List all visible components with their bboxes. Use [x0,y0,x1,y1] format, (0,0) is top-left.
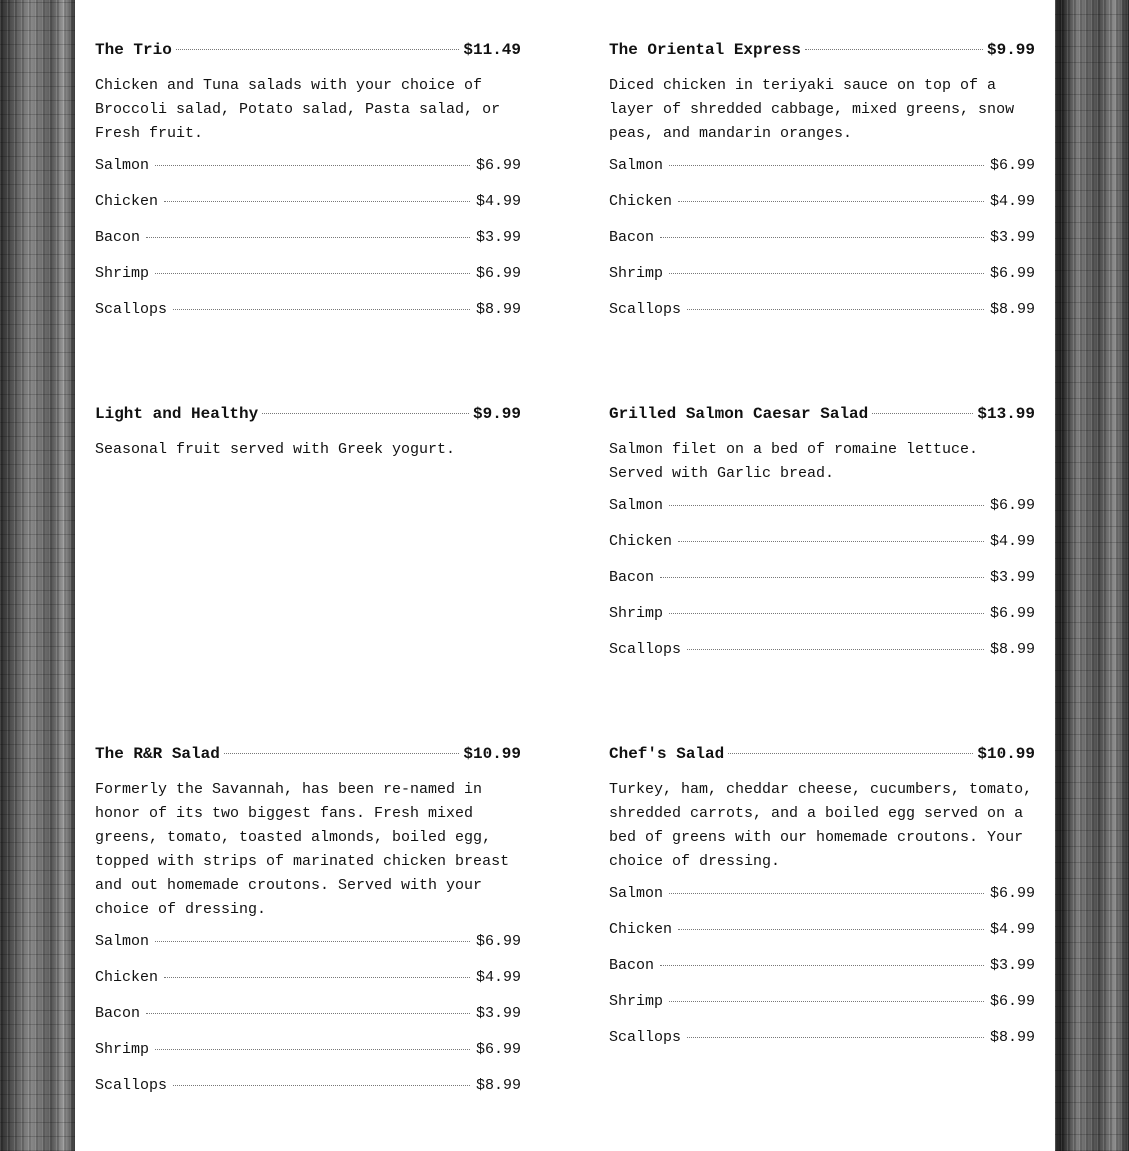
menu-item-header [95,404,521,424]
dot-leader [146,1013,470,1014]
menu-item-description: Salmon filet on a bed of romaine lettuce. Served with Garlic bread. [609,441,979,482]
addon-price: $6.99 [475,933,521,950]
dot-leader [687,1037,984,1038]
dot-leader [155,273,470,274]
addon-price: $6.99 [475,157,521,174]
addon-name: Bacon [609,229,655,246]
menu-item-price: $9.99 [472,405,521,423]
addon-list [609,496,1035,676]
addon-row [609,228,1035,264]
dot-leader [155,165,470,166]
menu-item-price: $10.99 [463,745,521,763]
addon-price: $8.99 [989,1029,1035,1046]
menu-item-description: Diced chicken in teriyaki sauce on top of a layer of shredded cabbage, mixed greens, snow peas, and mandarin oranges. [609,77,1015,142]
menu-item-header [95,744,521,764]
addon-row [95,1004,521,1040]
addon-row [95,300,521,336]
addon-name: Bacon [609,569,655,586]
addon-price: $4.99 [989,193,1035,210]
menu-item-grilled-salmon-caesar [609,404,1035,676]
menu-item-chefs-salad [609,744,1035,1064]
dot-leader [872,413,973,414]
menu-item-header [95,40,521,60]
addon-price: $6.99 [475,1041,521,1058]
dot-leader [173,1085,470,1086]
wood-background-left [0,0,75,1151]
addon-price: $3.99 [989,229,1035,246]
addon-price: $4.99 [475,193,521,210]
dot-leader [669,613,984,614]
addon-name: Salmon [609,885,664,902]
dot-leader [164,201,470,202]
menu-item-price: $11.49 [463,41,521,59]
addon-name: Chicken [95,193,159,210]
addon-row [609,884,1035,920]
addon-row [95,932,521,968]
dot-leader [176,49,460,50]
addon-price: $6.99 [475,265,521,282]
addon-price: $6.99 [989,605,1035,622]
addon-price: $3.99 [475,229,521,246]
wood-background-right [1055,0,1129,1151]
addon-row [609,992,1035,1028]
addon-price: $4.99 [989,533,1035,550]
menu-item-price: $10.99 [977,745,1035,763]
menu-item-name: Chef's Salad [609,745,725,763]
menu-item-description: Seasonal fruit served with Greek yogurt. [95,441,456,458]
menu-item-oriental-express [609,40,1035,336]
dot-leader [173,309,470,310]
dot-leader [164,977,470,978]
addon-row [609,604,1035,640]
menu-item-name: The Trio [95,41,172,59]
dot-leader [660,577,984,578]
addon-row [95,1076,521,1112]
menu-item-light-and-healthy [95,404,521,462]
menu-item-the-trio [95,40,521,336]
addon-price: $6.99 [989,885,1035,902]
dot-leader [687,649,984,650]
addon-name: Bacon [609,957,655,974]
addon-list [95,156,521,336]
dot-leader [687,309,984,310]
addon-price: $8.99 [475,301,521,318]
addon-price: $6.99 [989,265,1035,282]
menu-item-description: Turkey, ham, cheddar cheese, cucumbers, tomato, shredded carrots, and a boiled egg served on a bed of greens with our homemade croutons. Your choice of dressing. [609,781,1033,870]
dot-leader [805,49,983,50]
menu-item-name: The R&R Salad [95,745,220,763]
addon-name: Salmon [609,157,664,174]
dot-leader [669,165,984,166]
addon-price: $8.99 [475,1077,521,1094]
addon-name: Shrimp [609,265,664,282]
addon-name: Shrimp [609,605,664,622]
addon-row [95,192,521,228]
dot-leader [678,929,984,930]
dot-leader [678,541,984,542]
addon-name: Shrimp [95,265,150,282]
dot-leader [660,965,984,966]
addon-list [609,884,1035,1064]
addon-row [95,1040,521,1076]
addon-name: Salmon [609,497,664,514]
addon-price: $8.99 [989,301,1035,318]
addon-name: Chicken [609,533,673,550]
addon-name: Salmon [95,157,150,174]
menu-item-header [609,40,1035,60]
dot-leader [155,941,470,942]
dot-leader [669,273,984,274]
menu-item-name: The Oriental Express [609,41,802,59]
addon-row [95,228,521,264]
addon-name: Scallops [95,1077,168,1094]
addon-row [609,192,1035,228]
addon-name: Salmon [95,933,150,950]
addon-row [609,300,1035,336]
addon-name: Chicken [609,921,673,938]
addon-price: $3.99 [475,1005,521,1022]
addon-row [609,264,1035,300]
addon-row [609,956,1035,992]
addon-list [95,932,521,1112]
addon-row [95,264,521,300]
dot-leader [669,1001,984,1002]
dot-leader [669,893,984,894]
addon-price: $4.99 [475,969,521,986]
addon-name: Shrimp [609,993,664,1010]
addon-list [609,156,1035,336]
addon-price: $3.99 [989,569,1035,586]
addon-name: Scallops [609,301,682,318]
addon-row [609,496,1035,532]
menu-item-name: Light and Healthy [95,405,259,423]
addon-name: Chicken [609,193,673,210]
addon-row [95,968,521,1004]
addon-name: Scallops [609,1029,682,1046]
addon-row [609,156,1035,192]
addon-row [609,532,1035,568]
dot-leader [262,413,469,414]
menu-item-price: $9.99 [986,41,1035,59]
dot-leader [146,237,470,238]
menu-item-name: Grilled Salmon Caesar Salad [609,405,869,423]
dot-leader [669,505,984,506]
menu-item-description: Formerly the Savannah, has been re-named in honor of its two biggest fans. Fresh mixed greens, tomato, toasted almonds, boiled egg, topped with strips of marinated chicken breast and out homemade croutons. Served with your choice of dressing. [95,781,510,918]
menu-item-header [609,404,1035,424]
addon-row [609,640,1035,676]
addon-price: $8.99 [989,641,1035,658]
menu-item-description: Chicken and Tuna salads with your choice of Broccoli salad, Potato salad, Pasta salad, or Fresh fruit. [95,77,501,142]
addon-name: Scallops [95,301,168,318]
dot-leader [660,237,984,238]
addon-price: $4.99 [989,921,1035,938]
addon-price: $3.99 [989,957,1035,974]
dot-leader [224,753,460,754]
addon-price: $6.99 [989,993,1035,1010]
menu-page [75,0,1055,1151]
addon-name: Chicken [95,969,159,986]
addon-price: $6.99 [989,157,1035,174]
addon-name: Bacon [95,229,141,246]
addon-name: Shrimp [95,1041,150,1058]
addon-name: Bacon [95,1005,141,1022]
addon-row [609,1028,1035,1064]
menu-item-header [609,744,1035,764]
menu-item-rr-salad [95,744,521,1112]
addon-row [609,920,1035,956]
addon-row [609,568,1035,604]
addon-price: $6.99 [989,497,1035,514]
menu-item-price: $13.99 [977,405,1035,423]
dot-leader [728,753,973,754]
dot-leader [155,1049,470,1050]
addon-name: Scallops [609,641,682,658]
addon-row [95,156,521,192]
dot-leader [678,201,984,202]
